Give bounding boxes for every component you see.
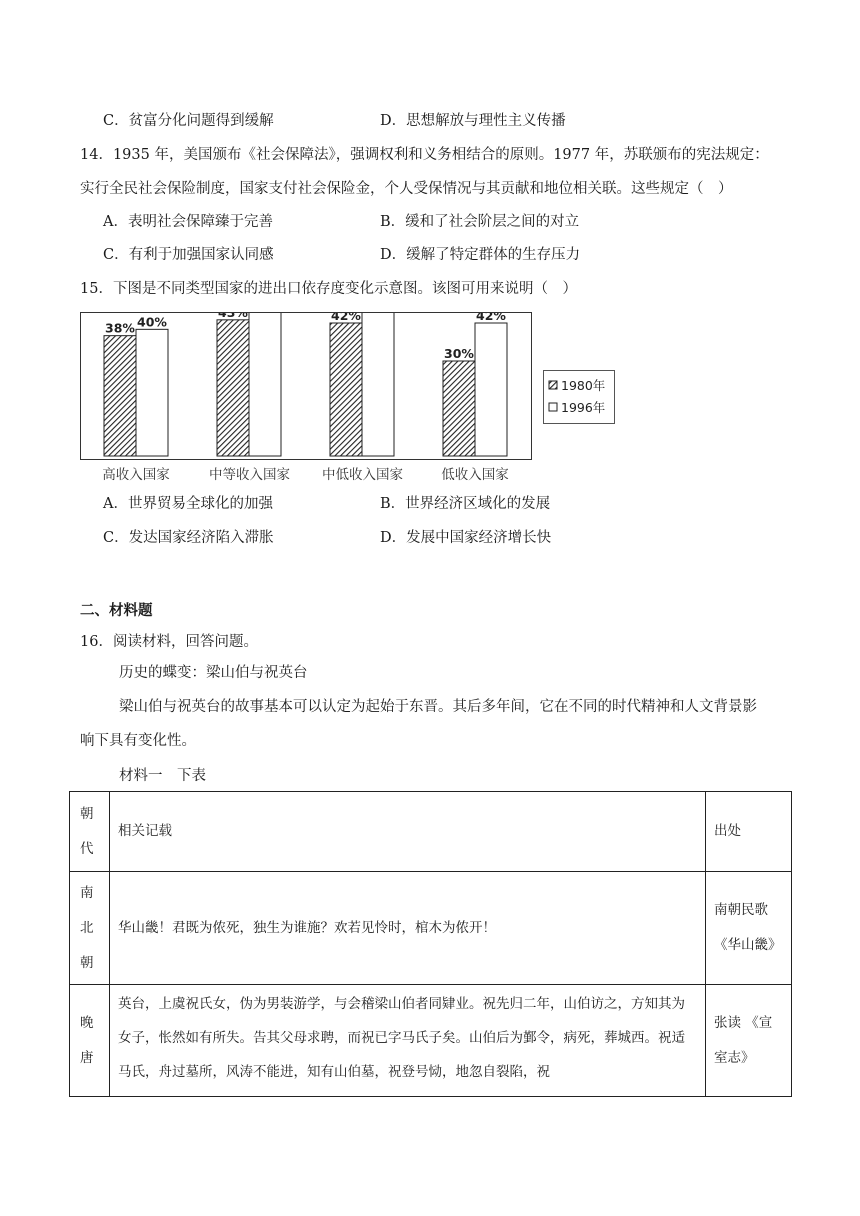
dependency-chart [81,313,531,459]
bar-value-label: 40% [137,314,167,330]
records-table [69,791,792,1097]
q15-option-c: C．发达国家经济陷入滞胀 [103,530,274,546]
bar-value-label: 38% [105,320,135,336]
header-dynasty: 朝代 [70,792,110,872]
chart-legend [543,370,615,424]
row-record: 华山畿！君既为侬死，独生为谁施？欢若见怜时，棺木为侬开！ [110,872,706,985]
bar-1996-0 [136,329,168,456]
bar-1980-2 [330,323,362,456]
row-dynasty: 南北朝 [70,872,110,985]
q13-option-c: C．贫富分化问题得到缓解 [103,113,274,129]
q14-stem-line2: 实行全民社会保险制度，国家支付社会保险金，个人受保情况与其贡献和地位相关联。这些规定（ ） [80,181,733,197]
header-record: 相关记载 [110,792,706,872]
bar-value-label: 42% [476,313,506,323]
q14-option-a: A．表明社会保障臻于完善 [103,214,273,230]
bar-1980-3 [443,361,475,456]
table-row [70,985,792,1097]
row-source: 张读 《宣室志》 [706,985,792,1097]
section-heading: 二、材料题 [80,602,153,619]
category-label: 中等收入国家 [209,467,290,483]
table-row [70,872,792,985]
q15-stem: 15．下图是不同类型国家的进出口依存度变化示意图。该图可用来说明（ ） [80,281,577,297]
q14-option-b: B．缓和了社会阶层之间的对立 [380,214,580,230]
q16-stem: 16．阅读材料，回答问题。 [80,634,258,650]
legend-swatch [549,403,557,411]
bar-1996-2 [362,313,394,456]
legend-label: 1980年 [561,378,606,393]
row-source: 南朝民歌《华山畿》 [706,872,792,985]
intro-line1: 梁山伯与祝英台的故事基本可以认定为起始于东晋。其后多年间，它在不同的时代精神和人文背景影 [119,699,757,715]
q15-option-a: A．世界贸易全球化的加强 [103,496,273,512]
category-label: 低收入国家 [441,467,509,483]
q15-option-b: B．世界经济区域化的发展 [380,496,551,512]
bar-1996-1 [249,313,281,456]
row-record: 英台，上虞祝氏女，伪为男装游学，与会稽梁山伯者同肄业。祝先归二年，山伯访之，方知其为女子，怅然如有所失。告其父母求聘，而祝已字马氏子矣。山伯后为鄞令，病死，葬城西。祝适马氏，舟过墓所，风涛不能进，知有山伯墓，祝登号恸，地忽自裂陷，祝 [110,985,706,1097]
dependency-chart-frame [80,312,532,460]
q14-option-c: C．有利于加强国家认同感 [103,247,274,263]
bar-value-label [218,313,248,320]
intro-line2: 响下具有变化性。 [80,733,196,749]
material-one-label: 材料一 下表 [119,768,206,784]
row-dynasty: 晚唐 [70,985,110,1097]
header-source: 出处 [706,792,792,872]
bar-value-label: 42% [331,313,361,323]
legend-label: 1996年 [561,400,606,415]
bar-value-label: 30% [444,346,474,361]
q15-option-d: D．发展中国家经济增长快 [380,530,552,546]
q14-option-d: D．缓解了特定群体的生存压力 [380,247,581,263]
legend-swatch [549,381,557,389]
material-title: 历史的蝶变：梁山伯与祝英台 [119,665,308,681]
bar-1980-0 [104,336,136,456]
q14-stem-line1: 14．1935 年，美国颁布《社会保障法》，强调权利和义务相结合的原则。1977 年，苏联颁布的宪法规定： [80,147,769,163]
table-header-row [70,792,792,872]
bar-1980-1 [217,320,249,456]
q13-option-d: D．思想解放与理性主义传播 [380,113,566,129]
category-label: 高收入国家 [102,467,170,483]
category-label: 中低收入国家 [322,467,403,483]
bar-1996-3 [475,323,507,456]
